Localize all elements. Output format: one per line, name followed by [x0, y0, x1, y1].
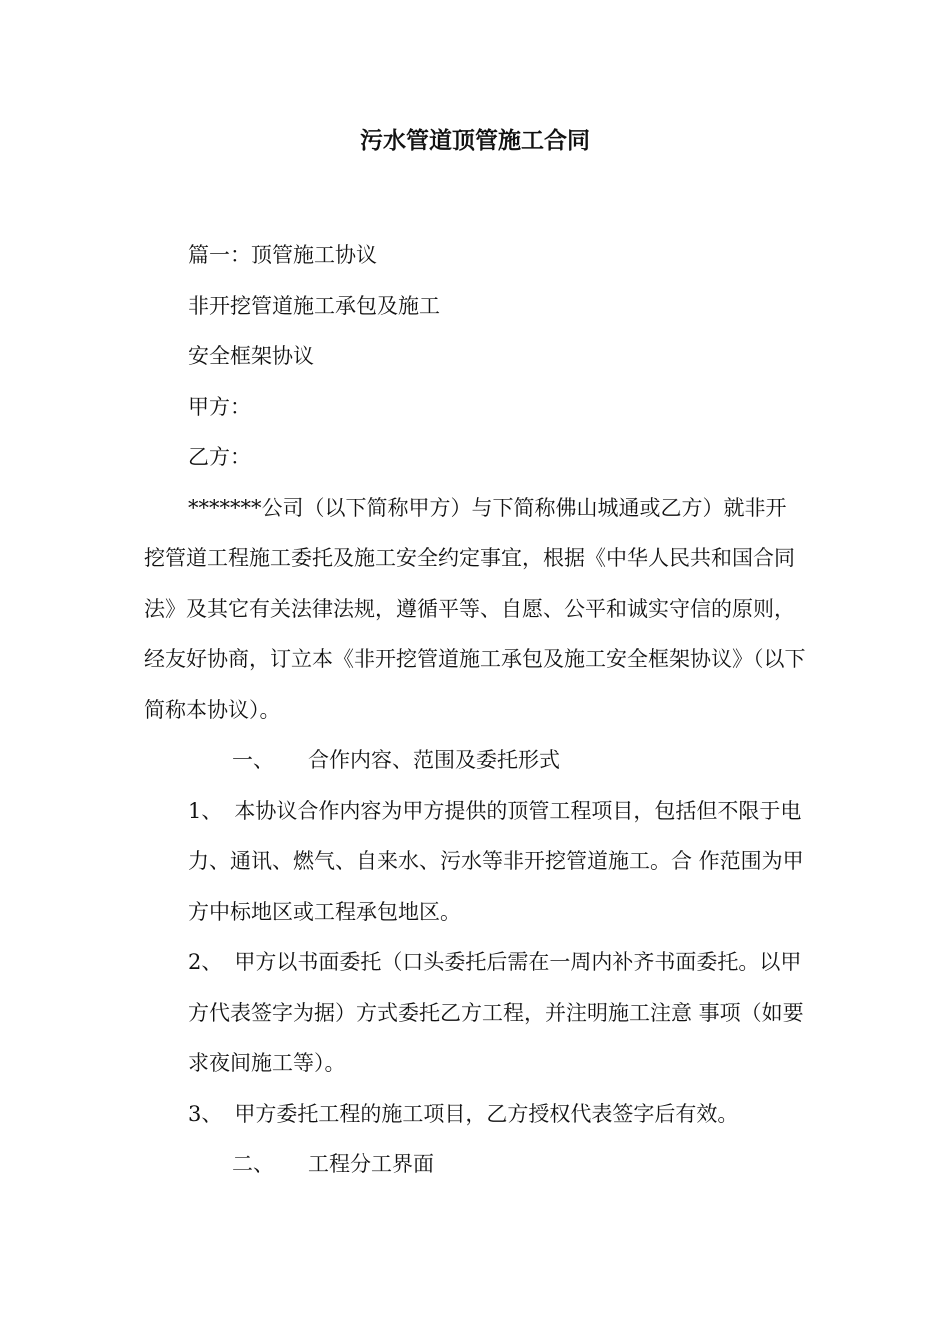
- section-2-number: 二、: [232, 1152, 274, 1176]
- section-2-title: 工程分工界面: [308, 1152, 434, 1176]
- clause-2: [144, 937, 806, 1089]
- clause-1-number: 1、: [188, 798, 223, 823]
- clause-3-number: 3、: [188, 1101, 223, 1126]
- party-a-label: 甲方：: [188, 394, 251, 419]
- section-1-title: 合作内容、范围及委托形式: [308, 748, 560, 772]
- clause-2-text: 甲方以书面委托（口头委托后需在一周内补齐书面委托。以甲方代表签字为据）方式委托乙方工程，并注明施工注意 事项（如要求夜间施工等）。: [188, 950, 804, 1075]
- agreement-name-line-2: 安全框架协议: [188, 344, 314, 368]
- document-title: 污水管道顶管施工合同: [360, 128, 590, 154]
- clause-2-number: 2、: [188, 950, 223, 974]
- section-1-heading: [144, 735, 806, 786]
- section-2-heading: [144, 1139, 806, 1190]
- preamble-paragraph: *******公司（以下简称甲方）与下简称佛山城通或乙方）就非开挖管道工程施工委托及施工安全约定事宜，根据《中华人民共和国合同法》及其它有关法律法规，遵循平等、自愿、公平和诚实守信的原则，经友好协商，订立本《非开挖管道施工承包及施工安全框架协议》（以下简称本协议）。: [144, 495, 806, 722]
- agreement-name-line-1: 非开挖管道施工承包及施工: [188, 293, 440, 318]
- section-1-number: 一、: [232, 748, 274, 772]
- clause-3: [144, 1089, 806, 1140]
- chapter-heading: 篇一：顶管施工协议: [188, 243, 377, 267]
- clause-1: [144, 786, 806, 938]
- clause-1-text: 本协议合作内容为甲方提供的顶管工程项目，包括但不限于电力、通讯、燃气、自来水、污水等非开挖管道施工。合 作范围为甲方中标地区或工程承包地区。: [188, 798, 804, 924]
- clause-3-text: 甲方委托工程的施工项目，乙方授权代表签字后有效。: [234, 1101, 739, 1126]
- document-body: [144, 230, 806, 1190]
- party-b-label: 乙方：: [188, 445, 251, 469]
